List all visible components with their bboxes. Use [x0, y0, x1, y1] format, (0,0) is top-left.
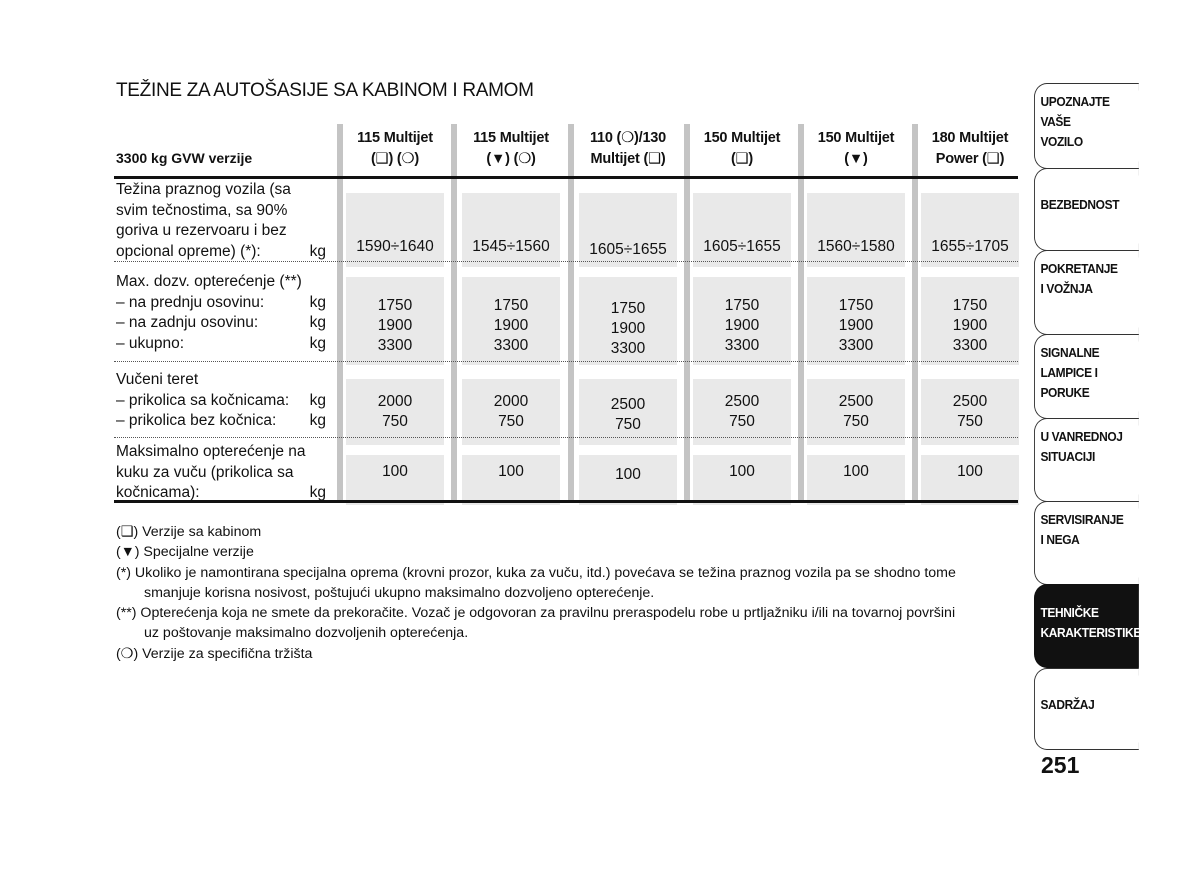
row-label	[116, 180, 326, 262]
column-header-line: Power (❑)	[935, 151, 1005, 167]
column-header-line: (❑)	[730, 151, 754, 167]
row-label-line	[116, 411, 326, 432]
row-label	[116, 272, 326, 354]
table-value: 3300	[377, 337, 413, 354]
column-header	[576, 128, 680, 170]
row-label-line	[116, 221, 326, 242]
page-title: TEŽINE ZA AUTOŠASIJE SA KABINOM I RAMOM	[116, 80, 534, 101]
column-header-line: 115 Multijet	[473, 130, 549, 146]
row-label-line	[116, 334, 326, 355]
column-header-line: Multijet (❑)	[590, 151, 666, 167]
table-value: 1655÷1705	[931, 238, 1009, 255]
table-value: 750	[957, 413, 983, 430]
row-label-unit: kg	[309, 484, 326, 501]
table-value: 750	[615, 416, 641, 433]
table-value: 1605÷1655	[589, 241, 667, 258]
footnote-continuation: uz poštovanje maksimalno dozvoljenih opterećenja.	[144, 625, 469, 642]
table-rule-dotted	[114, 361, 1018, 362]
row-label-text: – na zadnju osovinu:	[116, 314, 259, 331]
footnote	[116, 603, 1018, 644]
table-value: 2500	[610, 396, 646, 413]
table-value: 2500	[838, 393, 874, 410]
footnote	[116, 563, 1018, 604]
row-label-unit: kg	[309, 293, 326, 311]
table-value: 1605÷1655	[703, 238, 781, 255]
sidebar-tab[interactable]	[1034, 501, 1139, 585]
row-label-text: kočnicama):	[116, 484, 200, 501]
table-value: 100	[729, 463, 755, 480]
sidebar-tab[interactable]	[1034, 168, 1139, 251]
row-label-line	[116, 483, 326, 504]
row-label-text: – prikolica bez kočnica:	[116, 412, 277, 429]
row-label-line	[116, 313, 326, 334]
table-value: 1900	[838, 317, 874, 334]
sidebar-tab-label: BEZBEDNOST	[1040, 197, 1120, 212]
sidebar-tab[interactable]	[1034, 83, 1139, 169]
column-header	[690, 128, 794, 170]
row-label-text: opcional opreme) (*):	[116, 242, 261, 260]
column-header-line: (❑) (❍)	[371, 151, 419, 167]
row-label-line	[116, 180, 326, 201]
footnotes	[116, 522, 1018, 664]
sidebar-tab-label: UPOZNAJTE VAŠE VOZILO	[1040, 94, 1110, 149]
sidebar-tab[interactable]	[1034, 668, 1139, 750]
sidebar-tab[interactable]	[1034, 250, 1139, 335]
weights-table	[114, 124, 1018, 506]
footnote-continuation: smanjuje korisna nosivost, poštujući ukupno maksimalno dozvoljeno opterećenje.	[144, 584, 655, 601]
table-value: 1900	[377, 317, 413, 334]
footnote-text: (*) Ukoliko je namontirana specijalna oprema (krovni prozor, kuka za vuču, itd.) povećava se težina praznog vozila pa se shodno tome	[116, 564, 956, 581]
row-label-line	[116, 272, 326, 293]
sidebar-tab-label: SADRŽAJ	[1040, 697, 1095, 712]
footnote-text: (▼) Specijalne verzije	[116, 544, 254, 561]
row-label	[116, 442, 326, 504]
table-value: 3300	[838, 337, 874, 354]
table-value: 1750	[952, 297, 988, 314]
row-label-text: Max. dozv. opterećenje (**)	[116, 273, 302, 290]
row-label-line	[116, 370, 326, 391]
row-label-text: kuku za vuču (prikolica sa	[116, 463, 294, 481]
row-label-text: Vučeni teret	[116, 371, 199, 388]
table-value: 100	[957, 463, 983, 480]
row-label-line	[116, 391, 326, 412]
table-value: 2500	[952, 393, 988, 410]
table-value: 1750	[724, 297, 760, 314]
column-header-line: (▼) (❍)	[486, 151, 536, 167]
column-header-line: 115 Multijet	[357, 130, 433, 146]
row-label-text: – na prednju osovinu:	[116, 293, 265, 311]
sidebar-tab-label: TEHNIČKE KARAKTERISTIKE	[1040, 605, 1141, 640]
sidebar-tab-label: POKRETANJE I VOŽNJA	[1040, 261, 1118, 296]
table-value: 3300	[952, 337, 988, 354]
table-value: 1750	[377, 297, 413, 314]
table-value: 1750	[493, 297, 529, 314]
row-label-text: Težina praznog vozila (sa	[116, 181, 291, 198]
table-value: 750	[729, 413, 755, 430]
column-header	[918, 128, 1022, 170]
table-value: 2500	[724, 393, 760, 410]
row-label-line	[116, 201, 326, 222]
column-header-line: 150 Multijet	[817, 130, 895, 146]
table-header-label: 3300 kg GVW verzije	[116, 150, 253, 166]
footnote-text: (**) Opterećenja koja ne smete da prekoračite. Vozač je odgovoran za pravilnu preraspodelu robe u prtljažniku i/ili na tovarnoj površini	[116, 605, 956, 622]
table-value: 1900	[724, 317, 760, 334]
table-value: 100	[843, 463, 869, 480]
column-header	[804, 128, 908, 170]
sidebar-tab[interactable]	[1034, 334, 1139, 419]
table-value: 3300	[610, 340, 646, 357]
row-label-line	[116, 442, 326, 463]
column-separator	[451, 124, 457, 502]
table-value: 1590÷1640	[356, 238, 434, 255]
table-rule-dotted	[114, 437, 1018, 438]
table-value: 1900	[493, 317, 529, 334]
footnote	[116, 522, 1018, 542]
row-label-unit: kg	[309, 334, 326, 352]
footnote	[116, 644, 1018, 664]
footnote-text: (❑) Verzije sa kabinom	[116, 524, 262, 540]
table-value: 100	[498, 463, 524, 480]
footnote-text: (❍) Verzije za specifična tržišta	[116, 645, 313, 662]
table-value: 1545÷1560	[472, 238, 550, 255]
table-value: 3300	[493, 337, 529, 354]
row-label-text: svim tečnostima, sa 90%	[116, 201, 288, 219]
table-value: 2000	[377, 393, 413, 410]
row-label-text: goriva u rezervoaru i bez	[116, 222, 287, 239]
sidebar-tab-label: U VANREDNOJ SITUACIJI	[1040, 429, 1123, 464]
sidebar-tab-label: SIGNALNE LAMPICE I PORUKE	[1040, 345, 1100, 400]
row-label-line	[116, 242, 326, 263]
column-header-line: 110 (❍)/130	[589, 130, 667, 146]
row-label-unit: kg	[309, 242, 326, 260]
table-value: 3300	[724, 337, 760, 354]
table-value: 750	[843, 413, 869, 430]
table-value: 1750	[838, 297, 874, 314]
row-label	[116, 370, 326, 432]
table-rule-thick	[114, 176, 1018, 179]
sidebar-tab[interactable]	[1034, 584, 1139, 668]
row-label-unit: kg	[309, 391, 326, 409]
row-label-unit: kg	[309, 314, 326, 331]
page-number: 251	[1041, 752, 1080, 778]
column-header-line: 150 Multijet	[703, 130, 781, 146]
row-label-unit: kg	[309, 412, 326, 429]
row-label-text: – ukupno:	[116, 334, 185, 352]
sidebar-tab-label: SERVISIRANJE I NEGA	[1040, 512, 1124, 547]
sidebar-tab[interactable]	[1034, 418, 1139, 502]
table-value: 100	[615, 466, 641, 483]
table-value: 2000	[493, 393, 529, 410]
table-value: 750	[498, 413, 524, 430]
table-value: 750	[382, 413, 408, 430]
footnote	[116, 542, 1018, 562]
table-value: 100	[382, 463, 408, 480]
row-label-line	[116, 463, 326, 484]
column-header	[343, 128, 447, 170]
table-value: 1750	[610, 300, 646, 317]
column-header-line: 180 Multijet	[931, 130, 1009, 146]
column-header	[459, 128, 563, 170]
table-value: 1900	[610, 320, 646, 337]
row-label-text: – prikolica sa kočnicama:	[116, 391, 290, 409]
row-label-line	[116, 293, 326, 314]
column-header-line: (▼)	[844, 151, 868, 167]
table-value: 1560÷1580	[817, 238, 895, 255]
column-separator	[568, 124, 574, 502]
table-value: 1900	[952, 317, 988, 334]
row-label-text: Maksimalno opterećenje na	[116, 443, 306, 460]
